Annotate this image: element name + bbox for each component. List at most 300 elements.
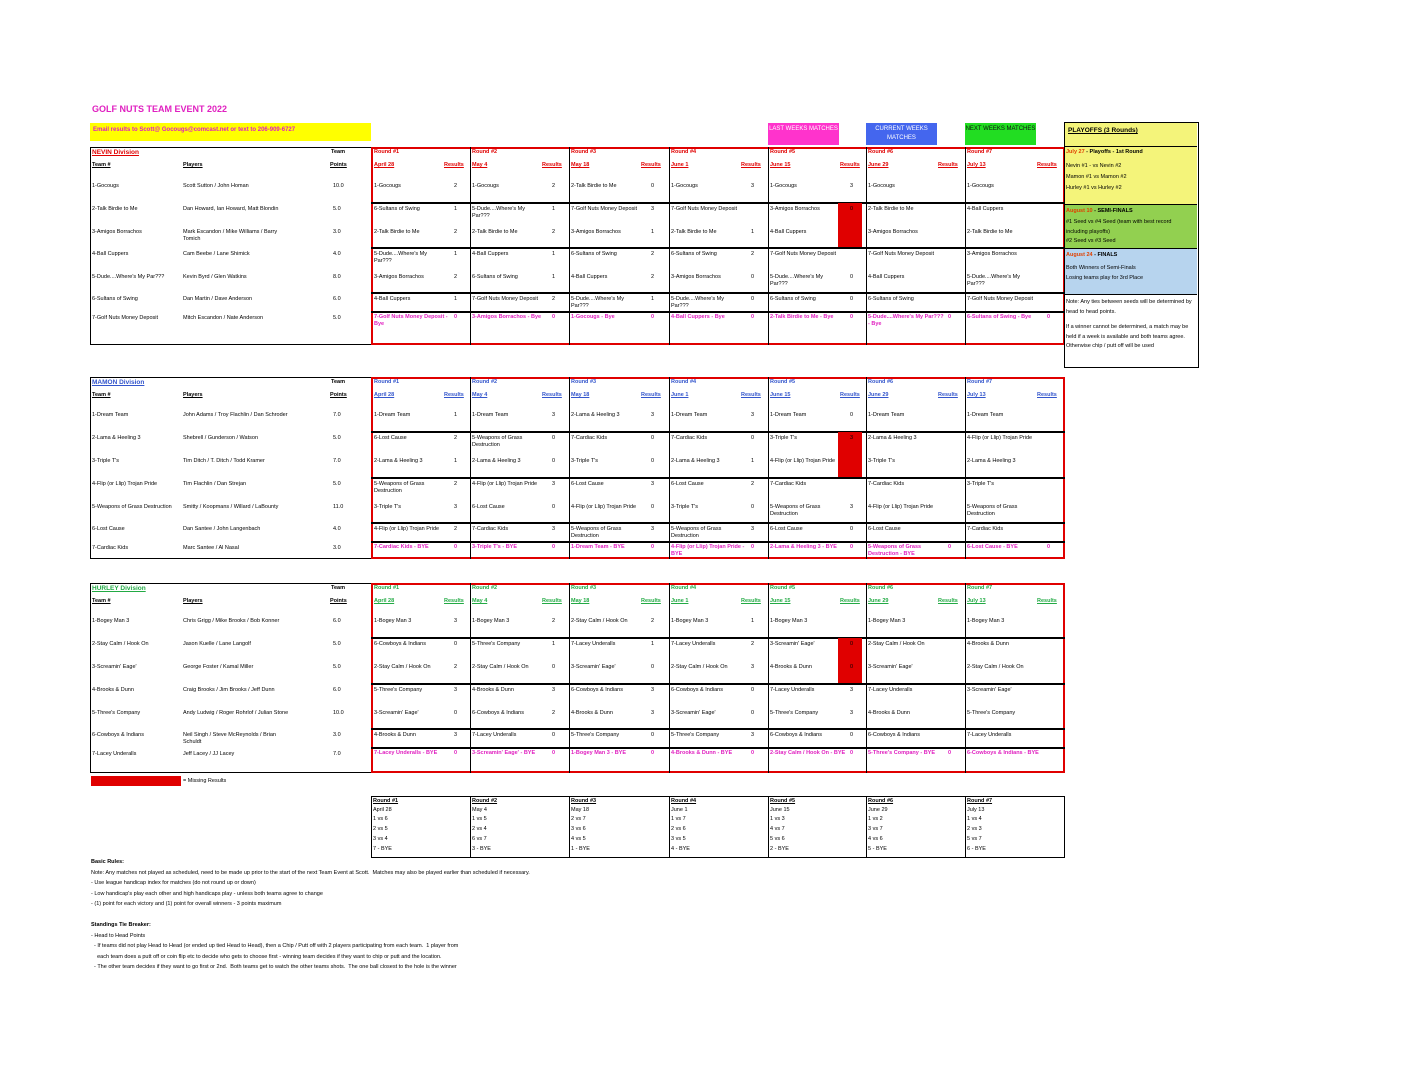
match-result: 0 [651,664,655,670]
results-header: Results [444,162,464,168]
match-result: 3 [552,526,556,532]
match-result: 3 [751,732,755,738]
bye-team: 2-Lama & Heeling 3 - BYE [770,544,837,550]
round-label: Round #7 [967,585,993,591]
match-team: 1-Dream Team [967,412,1004,418]
match-result: 0 [850,296,854,302]
match-team: 2-Stay Calm / Hook On [472,664,529,670]
rules-line: - If teams did not play Head to Head (or ended up tied Head to Head), then a Chip / Putt off with 2 players participating from each team. 1 player from [91,943,459,949]
match-result: 1 [751,458,755,464]
match-result: 1 [454,206,458,212]
team-points: 5.0 [333,664,341,670]
match-team: 2-Lama & Heeling 3 [967,458,1016,464]
schedule-match: 1 vs 3 [770,816,785,822]
match-team: 7-Golf Nuts Money Deposit [967,296,1034,302]
match-team: 4-Brooks & Dunn [374,732,416,738]
team-players: Andy Ludwig / Roger Rohrlof / Julian Stone [183,710,289,716]
match-team: 5-Three's Company [671,732,720,738]
match-team: 3-Amigos Borrachos [374,274,424,280]
row-divider [371,728,1065,730]
playoff-matchup: Nevin #1 - vs Nevin #2 [1066,163,1122,169]
match-team: 3-Screamin' Eage' [770,641,815,647]
schedule-date: May 4 [472,807,487,813]
match-team: 5-Weapons of Grass Destruction [472,435,523,448]
team-players: Kevin Byrd / Glen Watkins [183,274,247,280]
match-team: 7-Lacey Underalls [472,732,517,738]
match-team: 7-Cardiac Kids [770,481,807,487]
rules-line: - The other team decides if they want to go first or 2nd. Both teams get to watch the other teams shots. The one ball closest to the hole is the winner [91,964,457,970]
match-result: 3 [850,504,854,510]
match-team: 2-Talk Birdie to Me [571,183,617,189]
match-team: 3-Triple T's [868,458,896,464]
match-team: 4-Flip (or Llip) Trojan Pride [571,504,637,510]
match-team: 6-Lost Cause [671,481,704,487]
team-points: 6.0 [333,296,341,302]
match-team: 6-Cowboys & Indians [472,710,524,716]
match-team: 2-Stay Calm / Hook On [868,641,925,647]
points-header: Points [330,598,347,604]
round-label: Round #2 [472,379,498,385]
match-team: 1-Gocougs [374,183,401,189]
round-date: June 1 [671,162,689,168]
team-points-header: Team [331,379,345,385]
results-header: Results [542,392,562,398]
missing-results-swatch [91,776,181,786]
schedule-round: Round #1 [373,798,399,804]
team-name: 2-Stay Calm / Hook On [92,641,149,647]
team-players: Mark Escandon / Mike Williams / Barry Tomich [183,229,278,242]
match-result: 3 [651,710,655,716]
bye-result: 0 [454,314,458,320]
round-label: Round #1 [374,149,400,155]
team-name: 1-Dream Team [92,412,129,418]
bye-team: 3-Triple T's - BYE [472,544,518,550]
match-result: 0 [454,641,458,647]
match-team: 6-Sultans of Swing [472,274,518,280]
bye-team: 4-Flip (or Llip) Trojan Pride - BYE [671,544,745,557]
match-team: 7-Lacey Underalls [571,641,616,647]
match-result: 0 [454,710,458,716]
team-points-header: Team [331,149,345,155]
playoffs-r1-label: - Playoffs - 1st Round [1084,149,1143,155]
bye-result: 0 [454,544,458,550]
team-points: 7.0 [333,751,341,757]
team-points: 10.0 [333,183,344,189]
match-result: 3 [651,206,655,212]
match-team: 7-Lacey Underalls [770,687,815,693]
match-result: 2 [552,229,556,235]
row-divider [371,541,1065,543]
schedule-match: 3 vs 7 [868,826,883,832]
points-header: Points [330,162,347,168]
match-team: 3-Screamin' Eage' [868,664,913,670]
round-label: Round #6 [868,379,894,385]
match-team: 2-Stay Calm / Hook On [571,618,628,624]
match-team: 2-Lama & Heeling 3 [374,458,423,464]
bye-team: 5-Dude....Where's My Par??? - Bye [868,314,944,327]
match-result: 3 [751,412,755,418]
results-header: Results [641,392,661,398]
match-result: 3 [850,435,854,441]
playoffs-r2-date: August 10 [1066,208,1093,214]
match-team: 4-Flip (or Llip) Trojan Pride [472,481,538,487]
column-divider [569,377,570,559]
team-points: 6.0 [333,618,341,624]
bye-team: 6-Cowboys & Indians - BYE [967,750,1039,756]
match-result: 0 [751,274,755,280]
match-result: 2 [454,526,458,532]
legend-next-label: NEXT WEEKS MATCHES [965,126,1036,132]
column-divider [866,147,867,345]
team-name: 2-Talk Birdie to Me [92,206,138,212]
round-date: May 18 [571,598,590,604]
schedule-match: 1 vs 2 [868,816,883,822]
playoffs-r1-matchups [1066,161,1127,194]
players-header: Players [183,162,203,168]
round-date: April 28 [374,598,395,604]
match-result: 0 [751,504,755,510]
results-header: Results [741,598,761,604]
row-divider [371,247,1065,249]
bye-result: 0 [850,544,854,550]
schedule-divider [768,796,769,858]
match-result: 0 [850,526,854,532]
match-team: 7-Lacey Underalls [868,687,913,693]
round-label: Round #1 [374,379,400,385]
team-players: John Adams / Troy Flachlin / Dan Schroder [183,412,288,418]
team-players: Jeff Lacey / JJ Lacey [183,751,235,757]
team-name: 2-Lama & Heeling 3 [92,435,141,441]
results-header: Results [444,392,464,398]
match-team: 6-Cowboys & Indians [374,641,426,647]
match-team: 5-Three's Company [571,732,620,738]
round-date: June 29 [868,598,889,604]
match-team: 4-Brooks & Dunn [472,687,514,693]
round-label: Round #1 [374,585,400,591]
players-header: Players [183,598,203,604]
team-name: 4-Flip (or Llip) Trojan Pride [92,481,158,487]
team-players: Tim Ditch / T. Ditch / Todd Kramer [183,458,265,464]
results-header: Results [840,598,860,604]
match-team: 1-Gocougs [967,183,994,189]
results-header: Results [444,598,464,604]
match-result: 2 [552,183,556,189]
match-team: 1-Bogey Man 3 [374,618,412,624]
bye-team: 2-Talk Birdie to Me - Bye [770,314,834,320]
playoffs-header [1065,123,1197,147]
round-date: June 29 [868,162,889,168]
bye-result: 0 [850,750,854,756]
column-divider [866,583,867,773]
playoff-matchup: Hurley #1 vs Hurley #2 [1066,185,1122,191]
match-team: 7-Golf Nuts Money Deposit [868,251,935,257]
team-points-header: Team [331,585,345,591]
match-result: 0 [850,732,854,738]
match-team: 4-Ball Cuppers [967,206,1004,212]
match-team: 6-Lost Cause [374,435,407,441]
row-divider [371,311,1065,313]
match-team: 2-Lama & Heeling 3 [868,435,917,441]
schedule-match: 6 - BYE [967,846,986,852]
team-name: 6-Sultans of Swing [92,296,138,302]
team-name: 6-Lost Cause [92,526,125,532]
results-header: Results [938,598,958,604]
schedule-match: 3 - BYE [472,846,491,852]
round-label: Round #6 [868,149,894,155]
match-result: 1 [454,458,458,464]
bye-team: 1-Bogey Man 3 - BYE [571,750,627,756]
results-header: Results [938,162,958,168]
column-divider [470,583,471,773]
schedule-match: 4 - BYE [671,846,690,852]
playoffs-r1-date: July 27 [1066,149,1085,155]
round-label: Round #7 [967,379,993,385]
playoffs-r3-matchups [1066,263,1194,283]
column-divider [768,147,769,345]
round-date: June 15 [770,392,791,398]
match-result: 3 [552,687,556,693]
match-result: 3 [552,412,556,418]
match-team: 1-Bogey Man 3 [967,618,1005,624]
bye-result: 0 [454,750,458,756]
match-result: 3 [850,710,854,716]
schedule-divider [470,796,471,858]
round-date: June 1 [671,598,689,604]
schedule-match: 1 vs 7 [671,816,686,822]
match-team: 5-Dude....Where's My Par??? [671,296,725,309]
team-points: 3.0 [333,545,341,551]
schedule-match: 2 vs 5 [373,826,388,832]
round-label: Round #3 [571,379,597,385]
team-name: 6-Cowboys & Indians [92,732,144,738]
round-label: Round #6 [868,585,894,591]
results-header: Results [1037,392,1057,398]
match-team: 4-Brooks & Dunn [571,710,613,716]
round-date: July 13 [967,392,986,398]
rules-line: - Use league handicap index for matches (do not round up or down) [91,880,256,886]
match-team: 1-Gocougs [770,183,797,189]
column-divider [768,377,769,559]
bye-result: 0 [751,314,755,320]
round-date: May 18 [571,392,590,398]
match-team: 1-Dream Team [868,412,905,418]
round-label: Round #3 [571,149,597,155]
match-team: 1-Dream Team [374,412,411,418]
match-team: 7-Golf Nuts Money Deposit [770,251,837,257]
results-header: Results [1037,162,1057,168]
bye-team: 2-Stay Calm / Hook On - BYE [770,750,846,756]
playoffs-r2-matchups [1066,218,1194,247]
match-team: 3-Screamin' Eage' [671,710,716,716]
bye-team: 4-Ball Cuppers - Bye [671,314,725,320]
team-header: Team # [92,598,111,604]
round-date: April 28 [374,392,395,398]
round-date: June 29 [868,392,889,398]
match-result: 2 [454,183,458,189]
match-team: 7-Lacey Underalls [671,641,716,647]
match-team: 3-Triple T's [671,504,699,510]
match-result: 2 [454,435,458,441]
playoff-matchup: Mamon #1 vs Mamon #2 [1066,174,1127,180]
round-date: July 13 [967,598,986,604]
team-name: 7-Lacey Underalls [92,751,137,757]
schedule-round: Round #7 [967,798,993,804]
team-points: 5.0 [333,641,341,647]
team-name: 4-Brooks & Dunn [92,687,134,693]
team-players: George Foster / Kamal Miller [183,664,254,670]
team-points: 10.0 [333,710,344,716]
match-team: 4-Ball Cuppers [770,229,807,235]
results-header: Results [1037,598,1057,604]
match-result: 3 [751,526,755,532]
match-result: 3 [751,664,755,670]
round-label: Round #4 [671,585,697,591]
match-team: 2-Lama & Heeling 3 [671,458,720,464]
round-label: Round #7 [967,149,993,155]
schedule-match: 2 vs 7 [571,816,586,822]
match-team: 3-Triple T's [571,458,599,464]
match-team: 2-Talk Birdie to Me [868,206,914,212]
match-result: 2 [751,251,755,257]
match-result: 3 [651,481,655,487]
match-team: 1-Bogey Man 3 [868,618,906,624]
match-result: 3 [751,183,755,189]
match-result: 1 [552,251,556,257]
bye-result: 0 [751,750,755,756]
match-team: 5-Dude....Where's My Par??? [472,206,526,219]
results-header: Results [741,392,761,398]
bye-team: 6-Lost Cause - BYE [967,544,1018,550]
rules-line: - Head to Head Points [91,932,146,939]
schedule-date: May 18 [571,807,590,813]
match-result: 0 [850,641,854,647]
legend-current-weeks [866,123,937,145]
match-team: 2-Talk Birdie to Me [671,229,717,235]
match-team: 4-Flip (or Llip) Trojan Pride [868,504,934,510]
bye-result: 0 [552,314,556,320]
team-points: 3.0 [333,229,341,235]
match-team: 1-Bogey Man 3 [671,618,709,624]
schedule-divider [669,796,670,858]
team-points: 5.0 [333,206,341,212]
bye-result: 0 [948,314,952,320]
match-team: 2-Talk Birdie to Me [967,229,1013,235]
schedule-match: 4 vs 6 [868,836,883,842]
bye-result: 0 [948,750,952,756]
bye-result: 0 [948,544,952,550]
team-name: 3-Screamin' Eage' [92,664,137,670]
round-label: Round #4 [671,149,697,155]
team-players: Dan Martin / Dave Anderson [183,296,253,302]
column-divider [965,583,966,773]
match-team: 2-Stay Calm / Hook On [374,664,431,670]
results-header: Results [741,162,761,168]
playoff-matchup: #1 Seed vs #4 Seed (team with best record including playoffs) [1066,219,1172,235]
bye-team: 7-Cardiac Kids - BYE [374,544,429,550]
schedule-round: Round #3 [571,798,597,804]
match-team: 6-Lost Cause [472,504,505,510]
team-name: 5-Weapons of Grass Destruction [92,504,172,510]
match-team: 3-Amigos Borrachos [571,229,621,235]
match-result: 3 [651,687,655,693]
schedule-round: Round #5 [770,798,796,804]
match-result: 2 [552,710,556,716]
bye-team: 5-Weapons of Grass Destruction - BYE [868,544,922,557]
team-players: Neil Singh / Steve McReynolds / Brian Schuldt [183,732,276,745]
round-label: Round #5 [770,379,796,385]
match-result: 3 [651,526,655,532]
round-date: June 15 [770,162,791,168]
match-team: 5-Weapons of Grass Destruction [374,481,425,494]
match-team: 6-Cowboys & Indians [868,732,920,738]
match-result: 0 [552,458,556,464]
match-result: 3 [454,687,458,693]
team-players: Jason Kuelle / Lane Langolf [183,641,251,647]
match-team: 7-Cardiac Kids [671,435,708,441]
match-team: 3-Screamin' Eage' [967,687,1012,693]
match-result: 0 [850,664,854,670]
match-result: 1 [751,618,755,624]
match-team: 5-Dude....Where's My Par??? [571,296,625,309]
schedule-date: June 29 [868,807,888,813]
match-team: 1-Gocougs [472,183,499,189]
team-points: 4.0 [333,526,341,532]
match-team: 7-Lacey Underalls [967,732,1012,738]
match-team: 5-Three's Company [967,710,1016,716]
match-team: 1-Dream Team [472,412,509,418]
match-team: 3-Screamin' Eage' [374,710,419,716]
match-result: 3 [850,183,854,189]
match-team: 4-Ball Cuppers [868,274,905,280]
team-points: 5.0 [333,481,341,487]
schedule-round: Round #4 [671,798,697,804]
bye-result: 0 [552,750,556,756]
playoffs-note-winner: If a winner cannot be determined, a match may be held if a week is available and both teams agree. Otherwise chip / putt off will be used [1066,324,1189,349]
match-result: 0 [651,435,655,441]
match-team: 1-Dream Team [671,412,708,418]
row-divider [371,637,1065,639]
match-team: 6-Lost Cause [571,481,604,487]
match-team: 6-Cowboys & Indians [671,687,723,693]
rules-line: - (1) point for each victory and (1) point for overall winners - 3 points maximum [91,901,282,907]
match-team: 6-Lost Cause [770,526,803,532]
match-result: 1 [454,412,458,418]
bye-team: 6-Sultans of Swing - Bye [967,314,1032,320]
match-team: 3-Amigos Borrachos [770,206,820,212]
team-players: Cam Beebe / Lane Shimick [183,251,250,257]
team-points: 7.0 [333,458,341,464]
match-team: 4-Flip (or Llip) Trojan Pride [770,458,836,464]
match-result: 1 [454,296,458,302]
match-team: 7-Golf Nuts Money Deposit [671,206,738,212]
division-name: MAMON Division [92,379,145,386]
match-result: 1 [552,641,556,647]
results-header: Results [641,162,661,168]
bye-team: 3-Screamin' Eage' - BYE [472,750,536,756]
column-divider [669,147,670,345]
match-result: 2 [454,274,458,280]
match-team: 6-Sultans of Swing [671,251,717,257]
match-team: 6-Sultans of Swing [571,251,617,257]
match-team: 4-Flip (or Llip) Trojan Pride [374,526,440,532]
match-team: 4-Ball Cuppers [571,274,608,280]
legend-last-weeks [768,123,839,145]
rules-line: Standings Tie Breaker: [91,922,151,928]
match-result: 2 [552,618,556,624]
match-result: 0 [751,296,755,302]
match-result: 2 [751,641,755,647]
team-name: 3-Amigos Borrachos [92,229,142,235]
